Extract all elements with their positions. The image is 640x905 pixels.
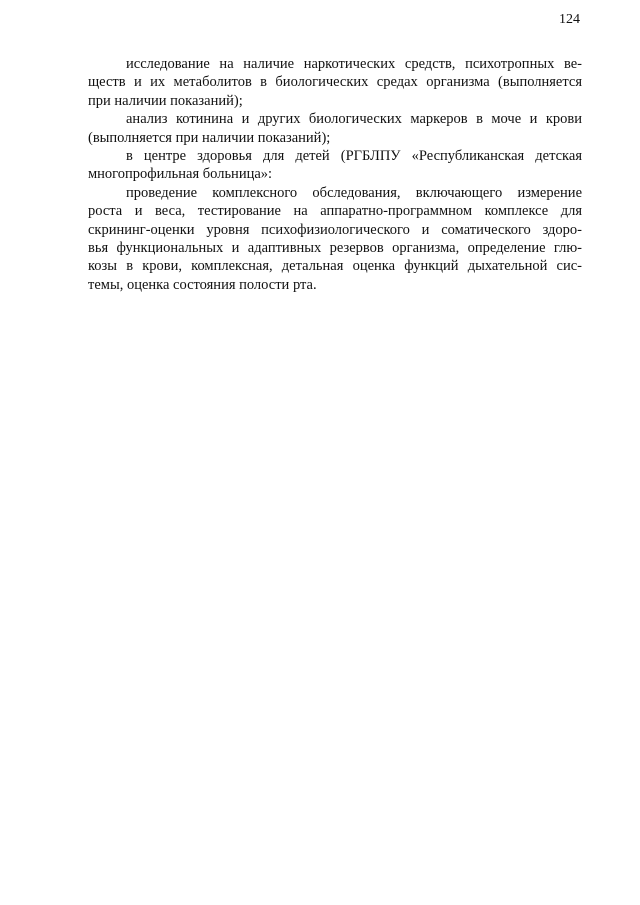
paragraph-childrens-health-center bbox=[88, 147, 582, 184]
text-line: темы, оценка состояния полости рта. bbox=[88, 276, 317, 293]
text-line: анализ котинина и других биологических маркеров в моче и крови bbox=[126, 111, 582, 128]
text-line: скрининг-оценки уровня психофизиологического и соматического здоро- bbox=[88, 221, 582, 238]
text-line: многопрофильная больница»: bbox=[88, 166, 273, 183]
paragraph-comprehensive-examination bbox=[88, 184, 582, 294]
text-line: ществ и их метаболитов в биологических средах организма (выполняется bbox=[88, 74, 582, 91]
text-line: при наличии показаний); bbox=[88, 92, 243, 109]
text-line: исследование на наличие наркотических средств, психотропных ве- bbox=[126, 56, 582, 72]
text-line: проведение комплексного обследования, включающего измерение bbox=[126, 184, 582, 201]
text-line: роста и веса, тестирование на аппаратно-программном комплексе для bbox=[88, 203, 582, 220]
text-line: козы в крови, комплексная, детальная оценка функций дыхательной сис- bbox=[88, 258, 582, 275]
text-line: в центре здоровья для детей (РГБЛПУ «Республиканская детская bbox=[126, 147, 582, 164]
text-line: вья функциональных и адаптивных резервов организма, определение глю- bbox=[88, 239, 582, 256]
page-number: 124 bbox=[559, 12, 580, 27]
paragraph-drug-testing bbox=[88, 55, 582, 110]
text-line: (выполняется при наличии показаний); bbox=[88, 129, 331, 146]
paragraph-cotinine-analysis bbox=[88, 110, 582, 147]
document-body bbox=[88, 55, 582, 294]
